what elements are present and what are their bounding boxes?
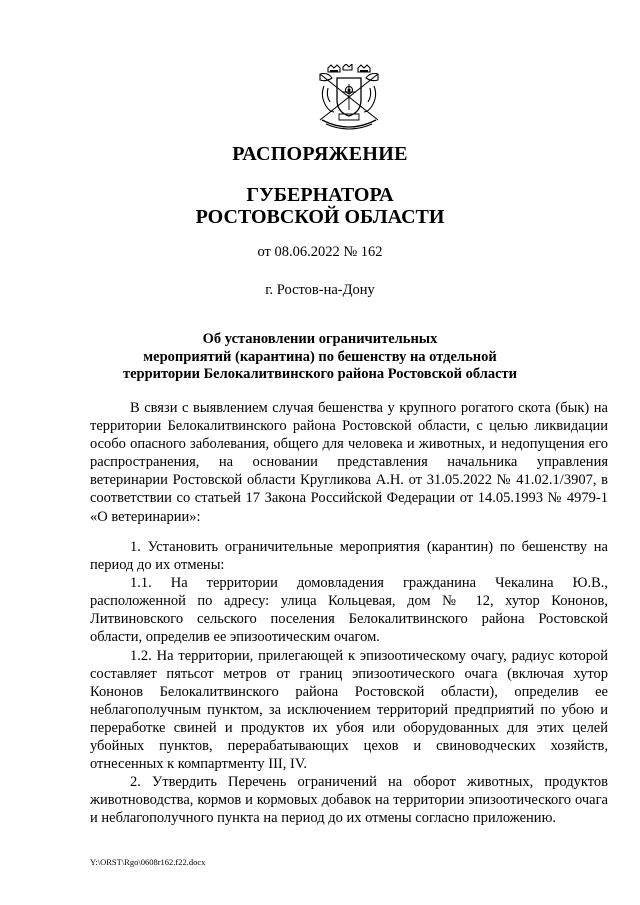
document-subject <box>0 331 640 384</box>
preamble-block <box>90 399 608 526</box>
subject-line-2: мероприятий (карантина) по бешенству на отдельной <box>143 348 497 365</box>
subject-line-3: территории Белокалитвинского района Ростовской области <box>122 366 518 382</box>
issuer-line-2: РОСТОВСКОЙ ОБЛАСТИ <box>195 206 445 228</box>
item-1: 1. Установить ограничительные мероприятия (карантин) по бешенству на период до их отмены: <box>90 539 608 574</box>
document-city: г. Ростов-на-Дону <box>265 282 375 298</box>
issuer-heading <box>0 184 640 228</box>
preamble-paragraph: В связи с выявлением случая бешенства у крупного рогатого скота (бык) на территории Белокалитвинского района Ростовской области, с целью ликвидации особо опасного заболевания, общего для человека и животных, и недопущения его распространения, на основании представления начальника управления ветеринарии Ростовской области Кругликова А.Н. от 31.05.2022 № 41.02.1/3907, в соответствии со статьей 17 Закона Российской Федерации от 14.05.1993 № 4979-1 «О ветеринарии»: <box>90 400 608 525</box>
item-1-1: 1.1. На территории домовладения гражданина Чекалина Ю.В., расположенной по адресу: улица Кольцевая, дом № 12, хутор Кононов, Литвиновского сельского поселения Белокалитвинского района Ростовской области, определив ее эпизоотическим очагом. <box>90 575 608 646</box>
item-2: 2. Утвердить Перечень ограничений на оборот животных, продуктов животноводства, кормов и кормовых добавок на территории эпизоотического очага и неблагополучного пункта на период до их отмены согласно приложению. <box>90 774 608 827</box>
issuer-line-1: ГУБЕРНАТОРА <box>246 184 394 206</box>
subject-line-1: Об установлении ограничительных <box>202 331 438 347</box>
rostov-region-coat-of-arms-icon <box>314 64 384 132</box>
file-path-footer: Y:\ORST\Rgo\0608r162.f22.docx <box>90 857 206 867</box>
items-block <box>90 538 608 828</box>
document-type-heading: РАСПОРЯЖЕНИЕ <box>232 143 408 165</box>
document-date-number: от 08.06.2022 № 162 <box>257 244 383 260</box>
item-1-2: 1.2. На территории, прилегающей к эпизоотическому очагу, радиус которой составляет пятьсот метров от границ эпизоотического очага (включая хутор Кононов Белокалитвинского района Ростовской области), определив ее неблагополучным пунктом, за исключением территорий предприятий по убою и переработке свиней и продуктов их убоя или оборудованных для этих целей убойных пунктов, перерабатывающих цехов и свиноводческих хозяйств, отнесенных к компартменту III, IV. <box>90 647 608 773</box>
